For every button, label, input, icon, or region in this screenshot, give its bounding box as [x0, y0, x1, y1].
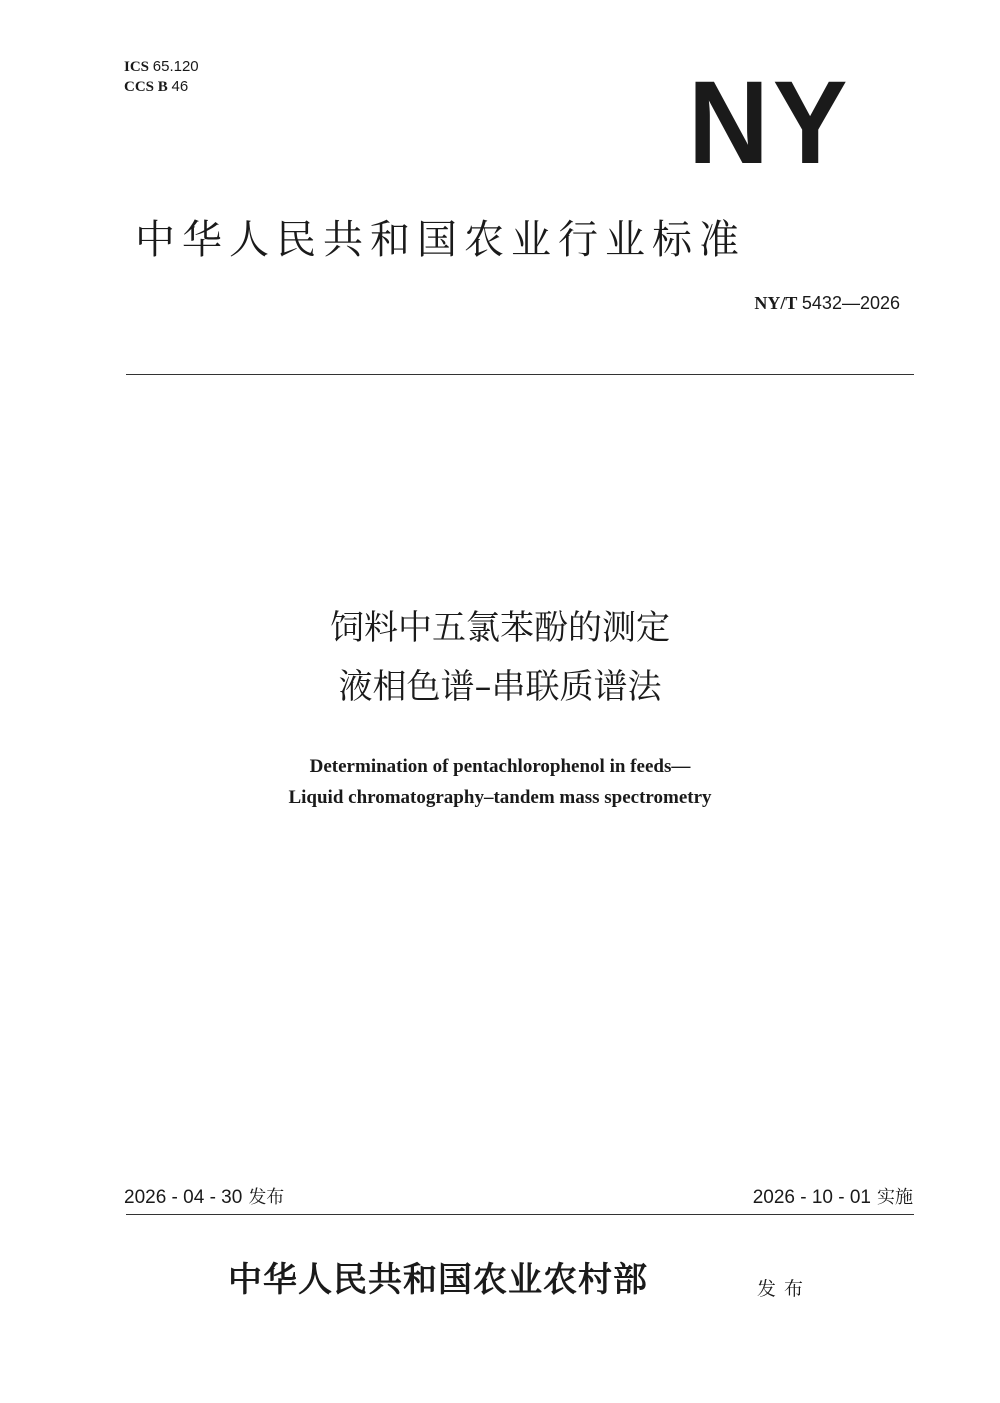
implement-date: 2026 - 10 - 01: [752, 1187, 871, 1208]
standard-number-prefix: NY/T: [754, 293, 798, 313]
standard-number: [754, 293, 900, 314]
ics-code: [124, 57, 199, 77]
ccs-value: 46: [171, 78, 189, 95]
issue-date: 2026 - 04 - 30: [124, 1187, 243, 1208]
standard-number-value: 5432—2026: [801, 293, 900, 313]
implement-label: 实施: [877, 1187, 913, 1208]
ics-value: 65.120: [152, 58, 199, 75]
issuer-label: 发布: [757, 1278, 812, 1300]
top-divider: [126, 374, 914, 375]
document-title-cn-line1: 饲料中五氯苯酚的测定: [330, 608, 670, 648]
ny-logo: NY: [688, 57, 852, 189]
ccs-code: [124, 77, 199, 97]
document-title-en-line1: Determination of pentachlorophenol in feeds—: [309, 756, 691, 777]
bottom-divider: [126, 1214, 914, 1215]
document-title-cn-line2: 液相色谱–串联质谱法: [338, 667, 662, 707]
issuer-name: 中华人民共和国农业农村部: [228, 1260, 648, 1300]
ccs-label: CCS B: [124, 79, 168, 95]
implement-date-block: [753, 1183, 913, 1209]
issue-date-block: [124, 1183, 284, 1209]
issue-label: 发布: [248, 1187, 285, 1208]
classification-codes: [124, 57, 199, 97]
ics-label: ICS: [124, 59, 150, 75]
document-title-en-line2: Liquid chromatography–tandem mass spectrometry: [288, 787, 712, 808]
standard-title: 中华人民共和国农业行业标准: [135, 217, 746, 263]
